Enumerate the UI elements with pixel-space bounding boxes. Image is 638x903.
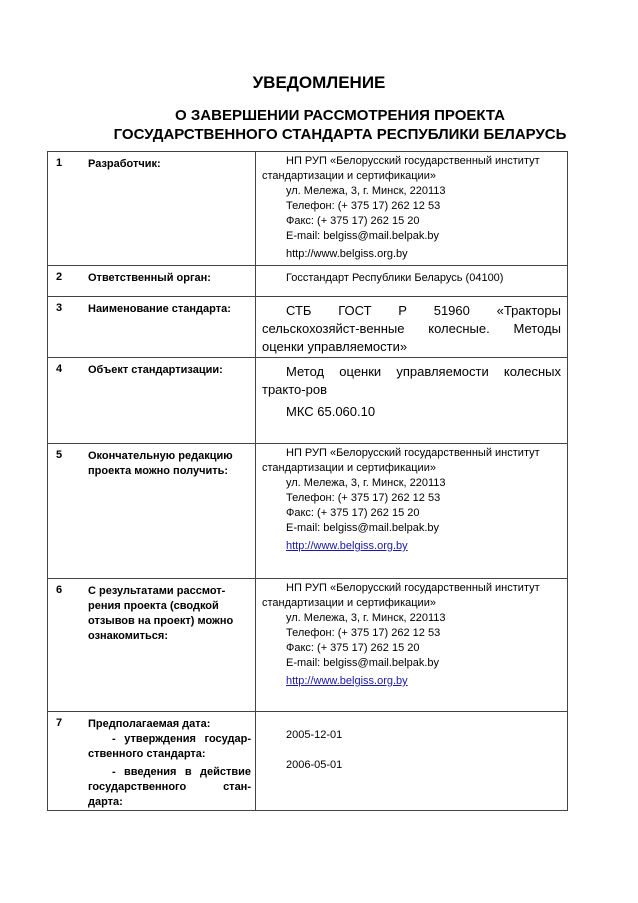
table-row <box>48 579 568 712</box>
effective-date: 2006-05-01 <box>286 759 343 771</box>
email: E-mail: belgiss@mail.belpak.by <box>286 230 440 242</box>
row-value <box>256 444 568 579</box>
row-label: Окончательную редакцию проекта можно получить: <box>84 444 256 579</box>
row-number: 1 <box>48 152 85 266</box>
standardization-object: Метод оценки управляемости колесных тракто-ров <box>262 364 561 397</box>
table-row <box>48 358 568 444</box>
standard-name: СТБ ГОСТ Р 51960 «Тракторы сельскохозяйст-венные колесные. Методы оценки управляемости» <box>262 303 561 354</box>
phone: Телефон: (+ 375 17) 262 12 53 <box>286 200 441 212</box>
website: http://www.belgiss.org.by <box>286 248 408 260</box>
row-value <box>256 152 568 266</box>
responsible-body: Госстандарт Республики Беларусь (04100) <box>286 272 504 284</box>
subtitle-line-2: ГОСУДАРСТВЕННОГО СТАНДАРТА РЕСПУБЛИКИ БЕЛАРУСЬ <box>113 126 567 143</box>
row-number: 7 <box>48 712 85 811</box>
row-number: 5 <box>48 444 85 579</box>
approval-date: 2005-12-01 <box>286 729 343 741</box>
phone: Телефон: (+ 375 17) 262 12 53 <box>286 492 441 504</box>
row-label: Наименование стандарта: <box>84 297 256 358</box>
org-name: НП РУП «Белорусский государственный институт <box>286 447 540 459</box>
website-link[interactable]: http://www.belgiss.org.by <box>286 675 408 687</box>
subtitle-line-1: О ЗАВЕРШЕНИИ РАССМОТРЕНИЯ ПРОЕКТА <box>175 107 505 124</box>
row-number: 3 <box>48 297 85 358</box>
fax: Факс: (+ 375 17) 262 15 20 <box>286 507 420 519</box>
org-name-cont: стандартизации и сертификации» <box>262 170 436 182</box>
table-row <box>48 297 568 358</box>
table-row <box>48 712 568 811</box>
effective-date-label: - введения в действие государственного стан-дарта: <box>88 766 251 808</box>
row-number: 4 <box>48 358 85 444</box>
notice-subtitle <box>60 106 620 144</box>
row-label: С результатами рассмот-рения проекта (сводкой отзывов на проект) можно ознакомиться: <box>84 579 256 712</box>
website-link[interactable]: http://www.belgiss.org.by <box>286 540 408 552</box>
row-value <box>256 579 568 712</box>
classification-code: МКС 65.060.10 <box>286 404 376 419</box>
address: ул. Мележа, 3, г. Минск, 220113 <box>286 185 446 197</box>
fax: Факс: (+ 375 17) 262 15 20 <box>286 215 420 227</box>
fax: Факс: (+ 375 17) 262 15 20 <box>286 642 420 654</box>
row-value <box>256 266 568 297</box>
notice-table <box>47 151 568 811</box>
row-label: Разработчик: <box>84 152 256 266</box>
table-row <box>48 444 568 579</box>
org-name-cont: стандартизации и сертификации» <box>262 462 436 474</box>
table-row <box>48 152 568 266</box>
phone: Телефон: (+ 375 17) 262 12 53 <box>286 627 441 639</box>
notice-title: УВЕДОМЛЕНИЕ <box>252 73 386 92</box>
row-label <box>84 712 256 811</box>
org-name: НП РУП «Белорусский государственный институт <box>286 155 540 167</box>
org-name: НП РУП «Белорусский государственный институт <box>286 582 540 594</box>
row-number: 2 <box>48 266 85 297</box>
address: ул. Мележа, 3, г. Минск, 220113 <box>286 477 446 489</box>
table-row <box>48 266 568 297</box>
approval-date-label: - утверждения государ-ственного стандарта: <box>88 733 251 760</box>
email: E-mail: belgiss@mail.belpak.by <box>286 522 440 534</box>
row-value <box>256 712 568 811</box>
org-name-cont: стандартизации и сертификации» <box>262 597 436 609</box>
email: E-mail: belgiss@mail.belpak.by <box>286 657 440 669</box>
row-label: Объект стандартизации: <box>84 358 256 444</box>
row-label: Ответственный орган: <box>84 266 256 297</box>
row-value <box>256 358 568 444</box>
date-heading: Предполагаемая дата: <box>88 718 211 730</box>
address: ул. Мележа, 3, г. Минск, 220113 <box>286 612 446 624</box>
row-number: 6 <box>48 579 85 712</box>
row-value <box>256 297 568 358</box>
